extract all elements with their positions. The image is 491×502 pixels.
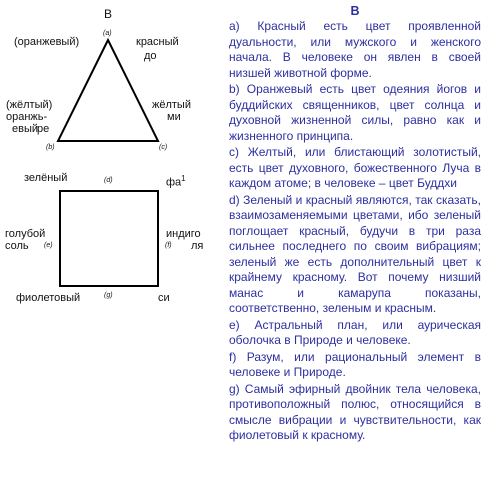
- square: [60, 191, 158, 286]
- orange-paren-label: (оранжевый): [14, 36, 80, 48]
- violet-label: фиолетовый: [16, 292, 81, 304]
- green-label: зелёный: [24, 172, 68, 184]
- fa-note-label: $фа^1$: [166, 174, 186, 189]
- orange-label: оранжь-: [6, 111, 48, 123]
- paragraph-b: b) Оранжевый есть цвет одеяния йогов и буддийских священников, цвет солнца и духовной жизненной силы, равно как и жизненного принципа.: [229, 82, 481, 143]
- paragraph-c: c) Желтый, или блистающий золотистый, есть цвет духовного, божественного Луча в каждом атоме; в человеке – цвет Буддхи: [229, 145, 481, 190]
- vertex-a-label: (a): [103, 30, 112, 37]
- red-label: красный: [136, 36, 179, 48]
- explanation-text: [229, 3, 481, 445]
- evyi-label: евый: [12, 123, 39, 135]
- triangle-title: В: [104, 7, 113, 21]
- triangle: [58, 40, 158, 141]
- paragraph-a: а) Красный есть цвет проявленной дуальности, или мужского и женского начала. В человеке он явлен в своей низшей животной форме.: [229, 19, 481, 80]
- paragraph-e: e) Астральный план, или аурическая оболочка в Природе и человеке.: [229, 317, 481, 347]
- diagram-shapes: [0, 0, 220, 502]
- vertex-g-label: (g): [104, 292, 113, 299]
- blue-label: голубой: [5, 228, 46, 240]
- yellow-label: жёлтый: [152, 99, 191, 111]
- vertex-b-label: (b): [46, 144, 55, 151]
- vertex-e-label: (e): [44, 242, 53, 249]
- paragraph-d: d) Зеленый и красный являются, так сказать, взаимозаменяемыми цветами, ибо зеленый поглощает красный, будучи в три раза сильнее последнего по своим вибрациям; зеленый же есть дополнительный цвет к крайнему красному. Вот почему низший манас и камарупа показаны, соответственно, зеленым и красным.: [229, 192, 481, 315]
- vertex-c-label: (c): [159, 144, 168, 151]
- do-note-label: до: [144, 50, 157, 62]
- yellow-paren-label: (жёлтый): [6, 99, 53, 111]
- vertex-f-label: (f): [165, 242, 172, 249]
- fa-superscript: 1: [181, 174, 186, 183]
- re-note-label: ре: [37, 123, 50, 135]
- paragraph-f: f) Разум, или рациональный элемент в человеке и Природе.: [229, 349, 481, 379]
- sol-note-label: соль: [5, 240, 29, 252]
- vertex-d-label: (d): [104, 177, 113, 184]
- si-note-label: си: [158, 292, 170, 304]
- indigo-label: индиго: [166, 228, 201, 240]
- la-note-label: ля: [191, 240, 204, 252]
- mi-note-label: ми: [167, 111, 181, 123]
- color-diagram: [0, 0, 220, 502]
- text-title: В: [350, 4, 360, 18]
- paragraph-g: g) Самый эфирный двойник тела человека, противоположный полюс, относящийся в смысле вибрации и чувствительности, как фиолетовый к красному.: [229, 381, 481, 442]
